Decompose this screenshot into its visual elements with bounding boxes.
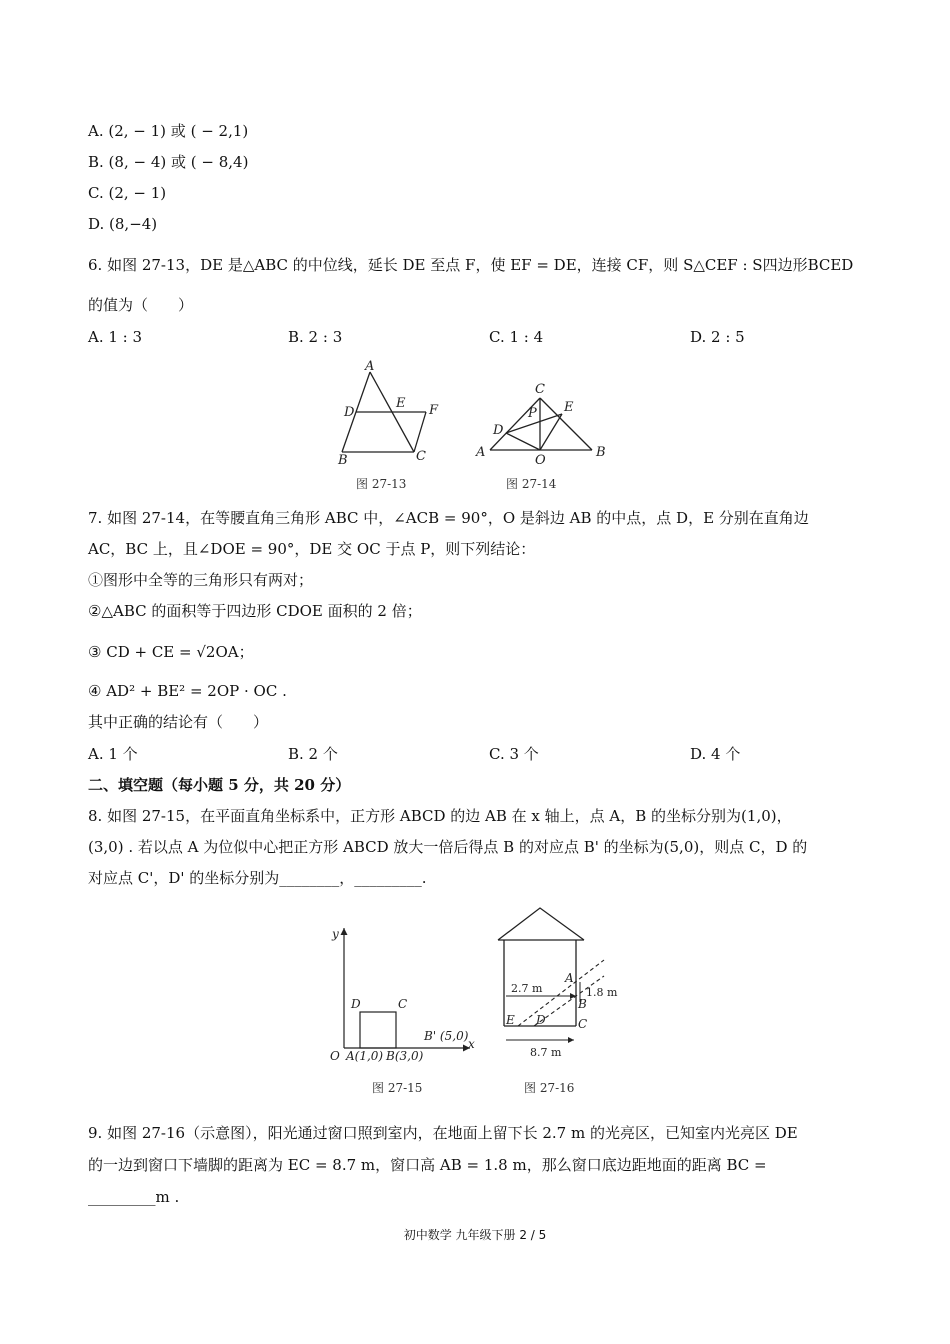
q8-line3: 对应点 C'，D' 的坐标分别为________，_________.: [88, 869, 427, 887]
fig14-label-o: O: [535, 453, 546, 468]
fig15-label-x: x: [468, 1037, 475, 1051]
q7-conclusion-4: ④ AD² + BE² = 2OP · OC .: [88, 682, 287, 700]
fig16-measure-1-8m: 1.8 m: [586, 986, 618, 999]
section-2-heading: 二、填空题（每小题 5 分，共 20 分）: [88, 776, 351, 794]
fig14-label-a: A: [476, 445, 486, 460]
fig14-label-b: B: [596, 445, 606, 460]
fig15-label-c: C: [398, 997, 408, 1011]
fig15-label-a: A(1,0): [346, 1049, 384, 1063]
fig15-label-bprime: B' (5,0): [424, 1029, 469, 1043]
q7-option-c: C. 3 个: [489, 745, 539, 763]
q6-option-c: C. 1 : 4: [489, 328, 544, 346]
q6-stem-line2: 的值为（ ）: [88, 296, 194, 314]
fig13-caption: 图 27-13: [356, 477, 407, 491]
q7-option-b: B. 2 个: [288, 745, 338, 763]
fig15-label-y: y: [332, 927, 339, 941]
q5-option-a: A. (2, − 1) 或 ( − 2,1): [88, 122, 249, 140]
fig16-label-c: C: [578, 1017, 588, 1031]
fig16-measure-8-7m: 8.7 m: [530, 1046, 562, 1059]
q7-option-a: A. 1 个: [88, 745, 138, 763]
figure-27-15-16: [318, 900, 648, 1105]
q5-option-b: B. (8, − 4) 或 ( − 8,4): [88, 153, 249, 171]
q8-line2: (3,0) . 若以点 A 为位似中心把正方形 ABCD 放大一倍后得点 B 的对应点 B' 的坐标为(5,0)，则点 C，D 的: [88, 838, 808, 856]
fig16-label-a: A: [565, 971, 574, 985]
figure-27-13-14: [330, 360, 630, 495]
q6-option-b: B. 2 : 3: [288, 328, 343, 346]
fig15-label-d: D: [351, 997, 361, 1011]
q7-conclusion-1: ①图形中全等的三角形只有两对；: [88, 571, 314, 589]
q6-stem-line1: 6. 如图 27-13，DE 是△ABC 的中位线，延长 DE 至点 F，使 EF = DE，连接 CF，则 S△CEF : S四边形BCED: [88, 256, 854, 274]
q9-line3: _________m .: [88, 1188, 180, 1206]
fig16-label-e: E: [506, 1013, 515, 1027]
fig14-label-p: P: [528, 406, 537, 421]
q6-option-d: D. 2 : 5: [690, 328, 745, 346]
q9-line2: 的一边到窗口下墙脚的距离为 EC = 8.7 m，窗口高 AB = 1.8 m，那么窗口底边距地面的距离 BC =: [88, 1156, 767, 1174]
fig13-label-a: A: [365, 360, 375, 374]
fig13-label-e: E: [396, 396, 406, 411]
fig13-label-c: C: [416, 449, 426, 464]
fig16-caption: 图 27-16: [524, 1081, 575, 1095]
q7-conclusion-3: ③ CD + CE = √2OA；: [88, 643, 254, 661]
q5-option-d: D. (8,−4): [88, 215, 158, 233]
fig15-label-o: O: [330, 1049, 340, 1063]
fig15-caption: 图 27-15: [372, 1081, 423, 1095]
q8-line1: 8. 如图 27-15，在平面直角坐标系中，正方形 ABCD 的边 AB 在 x 轴上，点 A，B 的坐标分别为(1,0)，: [88, 807, 792, 825]
q7-stem-line2: AC，BC 上，且∠DOE = 90°，DE 交 OC 于点 P，则下列结论：: [88, 540, 536, 558]
fig13-label-f: F: [429, 403, 439, 418]
fig14-label-e: E: [564, 400, 574, 415]
fig13-label-b: B: [338, 453, 348, 468]
fig16-label-d: D: [536, 1013, 546, 1027]
fig14-label-d: D: [493, 423, 504, 438]
q7-conclusion-2: ②△ABC 的面积等于四边形 CDOE 面积的 2 倍；: [88, 602, 422, 620]
q9-line1: 9. 如图 27-16（示意图），阳光通过窗口照到室内，在地面上留下长 2.7 m 的光亮区，已知室内光亮区 DE: [88, 1124, 798, 1142]
q7-stem-line1: 7. 如图 27-14，在等腰直角三角形 ABC 中，∠ACB = 90°，O 是斜边 AB 的中点，点 D，E 分别在直角边: [88, 509, 809, 527]
fig14-caption: 图 27-14: [506, 477, 557, 491]
fig16-measure-2-7m: 2.7 m: [511, 982, 543, 995]
fig16-label-b: B: [578, 997, 587, 1011]
q5-option-c: C. (2, − 1): [88, 184, 167, 202]
q7-ask: 其中正确的结论有（ ）: [88, 713, 269, 731]
q6-option-a: A. 1 : 3: [88, 328, 143, 346]
fig13-label-d: D: [344, 405, 355, 420]
fig15-label-b: B(3,0): [386, 1049, 424, 1063]
q7-option-d: D. 4 个: [690, 745, 741, 763]
page-footer: 初中数学 九年级下册 2 / 5: [403, 1228, 547, 1242]
fig14-label-c: C: [535, 382, 545, 397]
